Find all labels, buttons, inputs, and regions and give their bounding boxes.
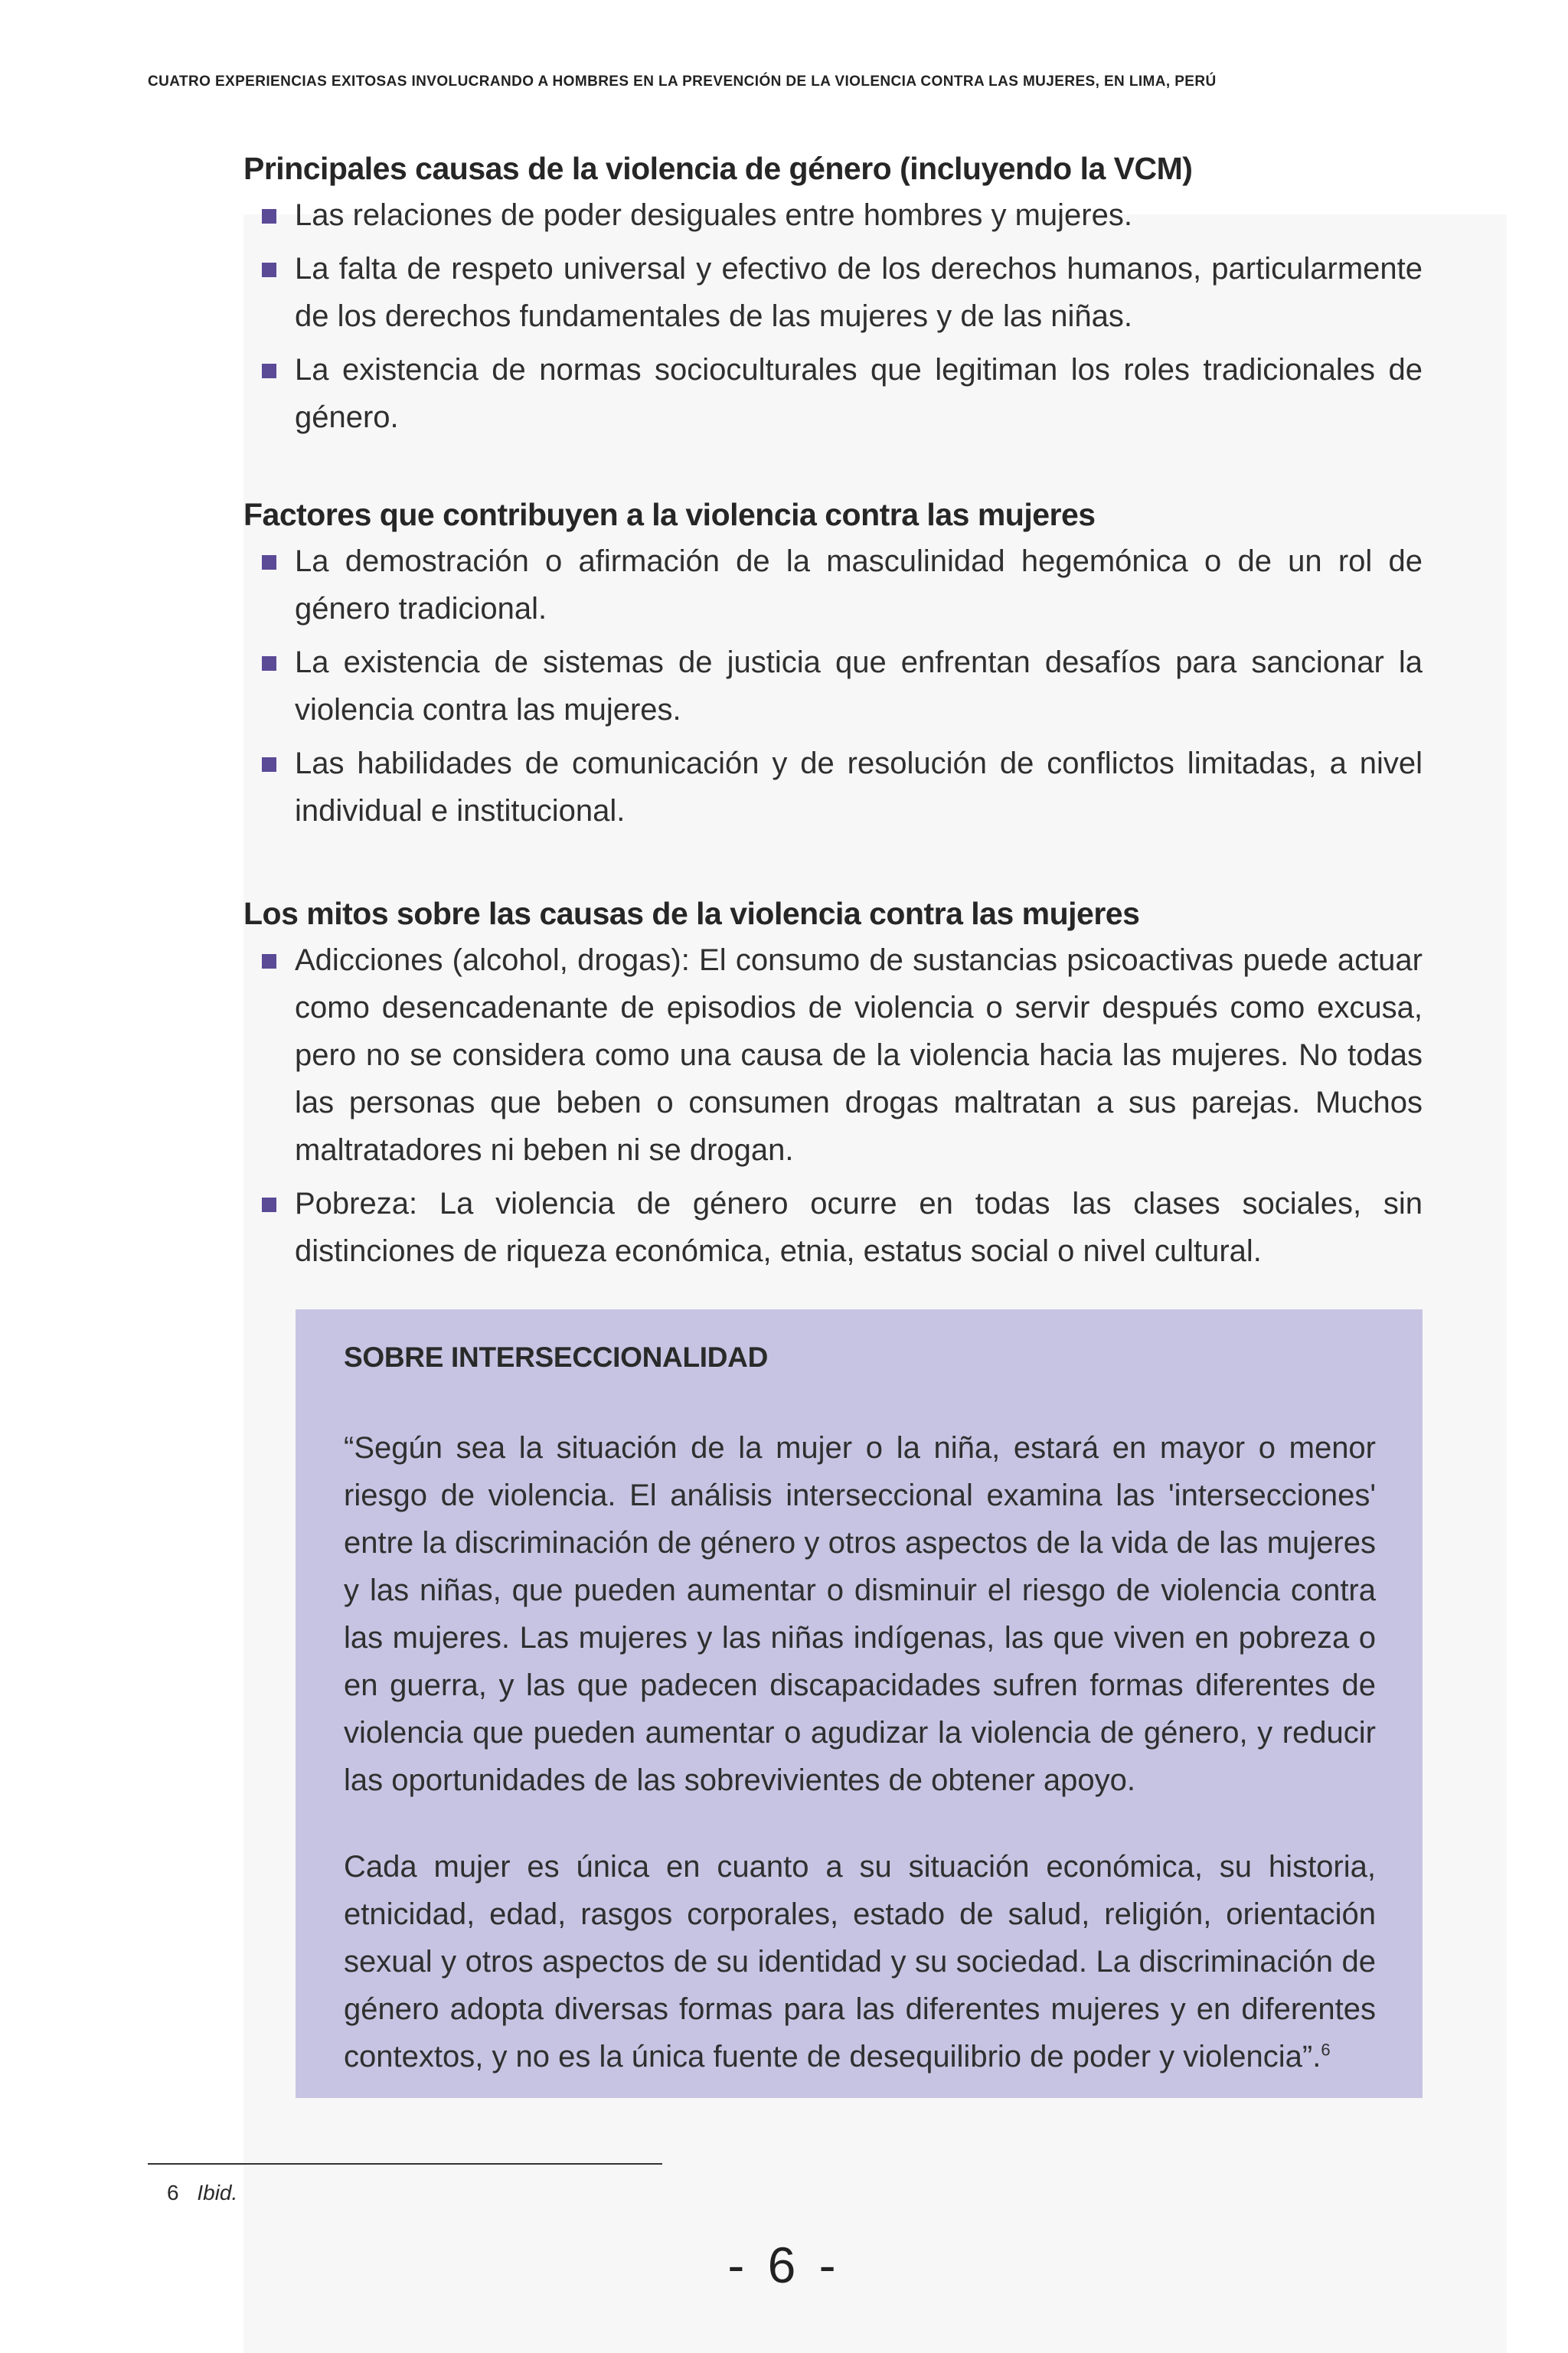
footnote-text: Ibid. [197,2181,238,2204]
list-item-text: La demostración o afirmación de la masculinidad hegemónica o de un rol de género tradicional. [295,544,1423,626]
square-bullet-icon [262,209,276,224]
list-item-text: La existencia de normas socioculturales que legitiman los roles tradicionales de género. [295,353,1423,434]
intersectionality-callout [296,1309,1423,2098]
running-header: CUATRO EXPERIENCIAS EXITOSAS INVOLUCRANDO A HOMBRES EN LA PREVENCIÓN DE LA VIOLENCIA CONTRA LAS MUJERES, EN LIMA, PERÚ [148,74,1217,90]
callout-paragraph-text: “Según sea la situación de la mujer o la niña, estará en mayor o menor riesgo de violencia. El análisis interseccional examina las 'intersecciones' entre la discriminación de género y otros aspectos de la vida de las mujeres y las niñas, que pueden aumentar o disminuir el riesgo de violencia contra las mujeres. Las mujeres y las niñas indígenas, las que viven en pobreza o en guerra, y las que padecen discapacidades sufren formas diferentes de violencia que pueden aumentar o agudizar la violencia de género, y reducir las oportunidades de las sobrevivientes de obtener apoyo. [344,1431,1376,1797]
list-item [243,538,1423,632]
section-heading: Los mitos sobre las causas de la violencia contra las mujeres [243,896,1140,931]
section-myths [243,891,1423,1275]
list-item-text: La existencia de sistemas de justicia que enfrentan desafíos para sancionar la violencia contra las mujeres. [295,645,1423,727]
list-item [243,191,1423,239]
list-item-text: Las habilidades de comunicación y de resolución de conflictos limitadas, a nivel individual e institucional. [295,747,1423,828]
square-bullet-icon [262,263,276,277]
section-heading: Factores que contribuyen a la violencia contra las mujeres [243,497,1096,532]
section-contributing-factors [243,492,1423,835]
list-item-text: Pobreza: La violencia de género ocurre en todas las clases sociales, sin distinciones de riqueza económica, etnia, estatus social o nivel cultural. [295,1187,1423,1268]
footnote-reference[interactable]: 6 [1321,2040,1331,2060]
bullet-list [243,538,1423,835]
list-item-text: Las relaciones de poder desiguales entre hombres y mujeres. [295,198,1132,232]
bullet-list [243,936,1423,1275]
callout-title: SOBRE INTERSECCIONALIDAD [344,1342,768,1373]
list-item [243,346,1423,441]
bullet-list [243,191,1423,441]
page-number: - 6 - [727,2237,841,2293]
list-item [243,639,1423,734]
footnote [167,2181,237,2205]
section-main-causes [243,145,1423,441]
footnote-number: 6 [167,2181,179,2204]
list-item [243,245,1423,340]
square-bullet-icon [262,364,276,378]
list-item [243,740,1423,835]
callout-paragraph-text: Cada mujer es única en cuanto a su situación económica, su historia, etnicidad, edad, rasgos corporales, estado de salud, religión, orientación sexual y otros aspectos de su identidad y su sociedad. La discriminación de género adopta diversas formas para las diferentes mujeres y en diferentes contextos, y no es la única fuente de desequilibrio de poder y violencia”. [344,1850,1376,2074]
square-bullet-icon [262,555,276,570]
list-item [243,1180,1423,1275]
section-heading: Principales causas de la violencia de género (incluyendo la VCM) [243,151,1193,186]
list-item [243,936,1423,1174]
square-bullet-icon [262,1198,276,1212]
square-bullet-icon [262,954,276,969]
square-bullet-icon [262,656,276,671]
list-item-text: La falta de respeto universal y efectivo de los derechos humanos, particularmente de los derechos fundamentales de las mujeres y de las niñas. [295,252,1423,333]
list-item-text: Adicciones (alcohol, drogas): El consumo de sustancias psicoactivas puede actuar como desencadenante de episodios de violencia o servir después como excusa, pero no se considera como una causa de la violencia hacia las mujeres. No todas las personas que beben o consumen drogas maltratan a sus parejas. Muchos maltratadores ni beben ni se drogan. [295,943,1423,1167]
footnote-divider [148,2163,662,2165]
square-bullet-icon [262,757,276,772]
callout-paragraph [344,1424,1376,1804]
callout-paragraph [344,1843,1376,2080]
